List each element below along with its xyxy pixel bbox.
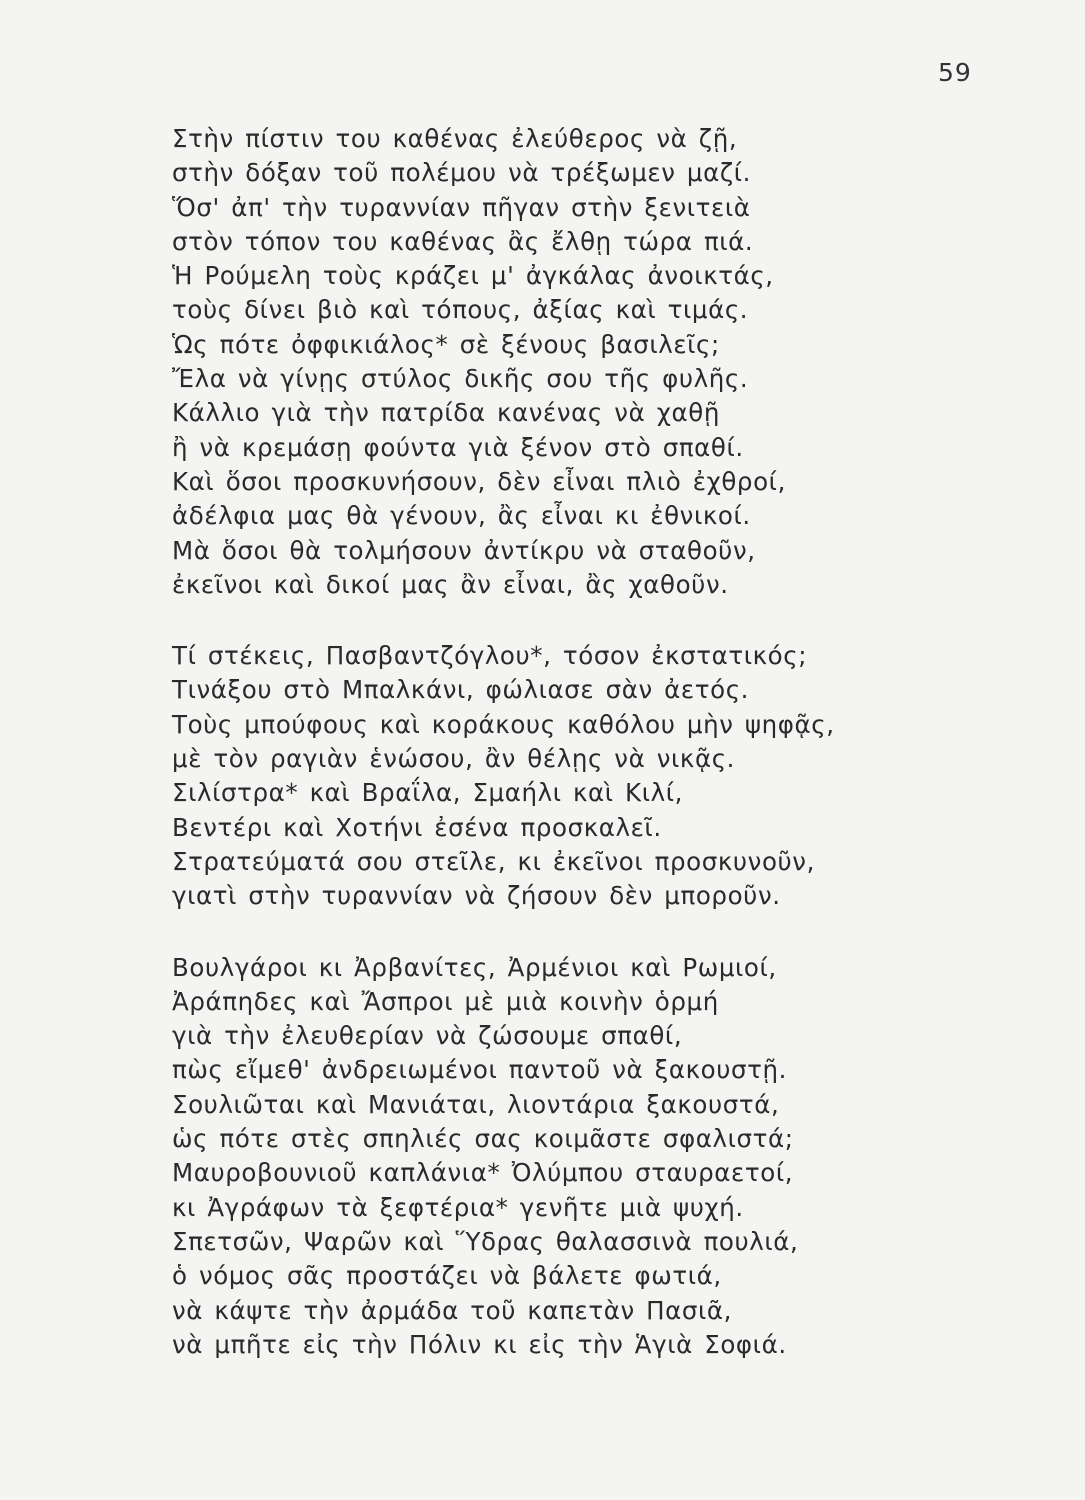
verse-line: ἐκεῖνοι καὶ δικοί μας ἂν εἶναι, ἂς χαθοῦν. (172, 569, 729, 599)
verse-line: νὰ κάψτε τὴν ἀρμάδα τοῦ καπετὰν Πασιᾶ, (172, 1295, 733, 1325)
verse-line: Βουλγάροι κι Ἀρβανίτες, Ἀρμένιοι καὶ Ρωμιοί, (172, 952, 777, 982)
verse-line: Βεντέρι καὶ Χοτήνι ἐσένα προσκαλεῖ. (172, 812, 662, 842)
stanza (172, 951, 1052, 1363)
verse-line: στὴν δόξαν τοῦ πολέμου νὰ τρέξωμεν μαζί. (172, 158, 752, 188)
verse-line: μὲ τὸν ραγιὰν ἑνώσου, ἂν θέλῃς νὰ νικᾷς. (172, 744, 736, 774)
verse-line: ὁ νόμος σᾶς προστάζει νὰ βάλετε φωτιά, (172, 1261, 722, 1291)
verse-line: Σπετσῶν, Ψαρῶν καὶ Ὕδρας θαλασσινὰ πουλιά, (172, 1226, 799, 1256)
stanza (172, 639, 1052, 913)
verse-line: ἢ νὰ κρεμάσῃ φούντα γιὰ ξένον στὸ σπαθί. (172, 432, 744, 462)
verse-line: κι Ἀγράφων τὰ ξεφτέρια* γενῆτε μιὰ ψυχή. (172, 1192, 744, 1222)
verse-line: Μαυροβουνιοῦ καπλάνια* Ὀλύμπου σταυραετοί, (172, 1158, 794, 1188)
verse-line: ἀδέλφια μας θὰ γένουν, ἂς εἶναι κι ἐθνικοί. (172, 501, 751, 531)
verse-line: Καὶ ὅσοι προσκυνήσουν, δὲν εἶναι πλιὸ ἐχθροί, (172, 466, 786, 496)
verse-line: Τινάξου στὸ Μπαλκάνι, φώλιασε σὰν ἀετός. (172, 675, 750, 705)
poem-body (172, 122, 1052, 1362)
verse-line: Ἡ Ρούμελη τοὺς κράζει μ' ἀγκάλας ἀνοικτάς, (172, 261, 774, 291)
stanza (172, 122, 1052, 602)
verse-line: Τί στέκεις, Πασβαντζόγλου*, τόσον ἐκστατικός; (172, 641, 808, 671)
verse-line: Ὡς πότε ὀφφικιάλος* σὲ ξένους βασιλεῖς; (172, 329, 720, 359)
verse-line: τοὺς δίνει βιὸ καὶ τόπους, ἀξίας καὶ τιμάς. (172, 295, 749, 325)
verse-line: Σιλίστρα* καὶ Βραΐλα, Σμαήλι καὶ Κιλί, (172, 778, 683, 808)
verse-line: νὰ μπῆτε εἰς τὴν Πόλιν κι εἰς τὴν Ἁγιὰ Σοφιά. (172, 1329, 787, 1359)
verse-line: Μὰ ὅσοι θὰ τολμήσουν ἀντίκρυ νὰ σταθοῦν, (172, 535, 756, 565)
verse-line: πὼς εἴμεθ' ἀνδρειωμένοι παντοῦ νὰ ξακουστῇ. (172, 1055, 788, 1085)
verse-line: Κάλλιο γιὰ τὴν πατρίδα κανένας νὰ χαθῇ (172, 398, 720, 428)
verse-line: στὸν τόπον του καθένας ἂς ἔλθῃ τώρα πιά. (172, 226, 754, 256)
verse-line: ὡς πότε στὲς σπηλιές σας κοιμᾶστε σφαλιστά; (172, 1124, 794, 1154)
verse-line: γιατὶ στὴν τυραννίαν νὰ ζήσουν δὲν μποροῦν. (172, 881, 781, 911)
verse-line: Στὴν πίστιν του καθένας ἐλεύθερος νὰ ζῇ, (172, 124, 738, 153)
verse-line: Ἔλα νὰ γίνῃς στύλος δικῆς σου τῆς φυλῆς. (172, 364, 749, 394)
verse-line: Ἀράπηδες καὶ Ἄσπροι μὲ μιὰ κοινὴν ὁρμή (172, 986, 719, 1016)
verse-line: Ὅσ' ἀπ' τὴν τυραννίαν πῆγαν στὴν ξενιτειὰ (172, 192, 751, 222)
verse-line: Τοὺς μπούφους καὶ κοράκους καθόλου μὴν ψηφᾷς, (172, 709, 835, 739)
verse-line: Στρατεύματά σου στεῖλε, κι ἐκεῖνοι προσκυνοῦν, (172, 846, 815, 876)
page-number: 59 (938, 58, 972, 87)
verse-line: Σουλιῶται καὶ Μανιάται, λιοντάρια ξακουστά, (172, 1089, 780, 1119)
verse-line: γιὰ τὴν ἐλευθερίαν νὰ ζώσουμε σπαθί, (172, 1021, 683, 1051)
